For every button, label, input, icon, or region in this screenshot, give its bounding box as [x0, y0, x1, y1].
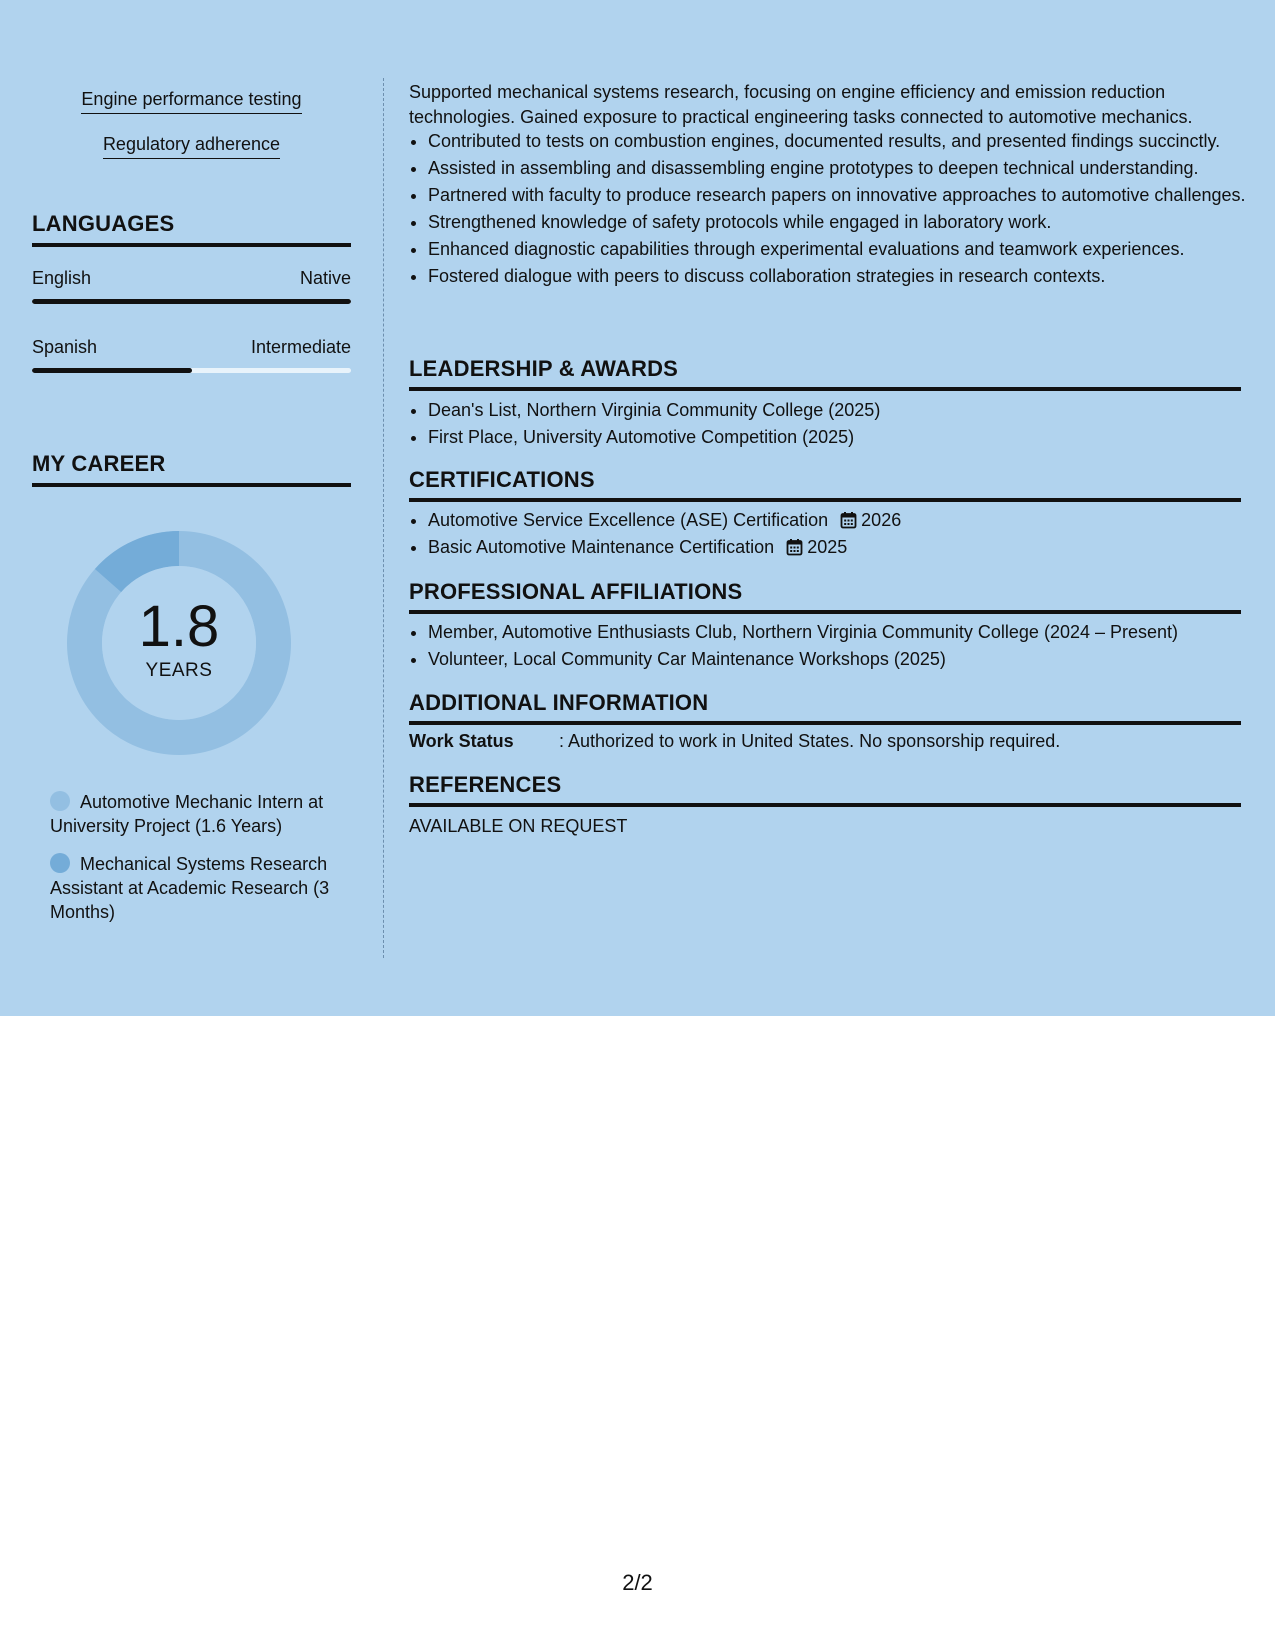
- references-heading: REFERENCES: [409, 772, 1241, 807]
- skill-item: [32, 133, 351, 155]
- skill-item: [32, 88, 351, 110]
- experience-bullets: [409, 129, 1260, 291]
- career-unit-label: YEARS: [145, 660, 213, 681]
- career-legend-item: [50, 852, 340, 924]
- work-status-value: : Authorized to work in United States. No sponsorship required.: [559, 731, 1061, 751]
- experience-bullet: • Enhanced diagnostic capabilities through experimental evaluations and teamwork experiences.: [428, 237, 1260, 261]
- certifications-heading: CERTIFICATIONS: [409, 467, 1241, 502]
- experience-bullet: • Contributed to tests on combustion engines, documented results, and presented findings succinctly.: [428, 129, 1260, 153]
- certification-year: 2025: [807, 537, 848, 557]
- work-status-row: [409, 731, 1241, 752]
- column-divider: [383, 78, 384, 958]
- legend-dot: [50, 853, 70, 873]
- language-name: Spanish: [32, 337, 98, 357]
- references-text: AVAILABLE ON REQUEST: [409, 816, 628, 836]
- work-status-label: Work Status: [409, 731, 514, 751]
- career-legend-label: Automotive Mechanic Intern at University Project (1.6 Years): [50, 792, 324, 836]
- leadership-list: [409, 398, 1260, 452]
- calendar-icon: [840, 511, 857, 529]
- language-level: Intermediate: [250, 337, 351, 357]
- career-total-years: 1.8: [138, 594, 220, 659]
- language-bar-fill: [32, 299, 351, 304]
- career-donut-center: [66, 530, 292, 756]
- affiliations-heading: PROFESSIONAL AFFILIATIONS: [409, 579, 1241, 614]
- career-legend-item: [50, 790, 340, 838]
- career-donut-chart: [66, 530, 292, 756]
- leadership-heading: LEADERSHIP & AWARDS: [409, 356, 1241, 391]
- legend-dot: [50, 791, 70, 811]
- leadership-item: • Dean's List, Northern Virginia Community College (2025): [428, 398, 1260, 422]
- certification-year: 2026: [861, 510, 902, 530]
- language-bar: [32, 368, 351, 373]
- language-row: [32, 337, 351, 358]
- experience-bullet: • Assisted in assembling and disassembling engine prototypes to deepen technical understanding.: [428, 156, 1260, 180]
- certifications-list: [409, 508, 1260, 562]
- language-bar: [32, 299, 351, 304]
- affiliation-item: • Volunteer, Local Community Car Maintenance Workshops (2025): [428, 647, 1260, 671]
- affiliations-list: [409, 620, 1260, 674]
- skill-label: Regulatory adherence: [103, 134, 280, 159]
- certification-name: Automotive Service Excellence (ASE) Certification: [428, 510, 829, 530]
- experience-bullet: • Partnered with faculty to produce research papers on innovative approaches to automotive challenges.: [428, 183, 1260, 207]
- skill-label: Engine performance testing: [81, 89, 301, 114]
- career-heading: MY CAREER: [32, 451, 351, 487]
- experience-bullet: • Strengthened knowledge of safety protocols while engaged in laboratory work.: [428, 210, 1260, 234]
- experience-summary: Supported mechanical systems research, focusing on engine efficiency and emission reduction technologies. Gained exposure to practical engineering tasks connected to automotive mechanics.: [409, 82, 1193, 127]
- certification-item: [428, 508, 1260, 532]
- additional-info-heading: ADDITIONAL INFORMATION: [409, 690, 1241, 725]
- language-row: [32, 268, 351, 289]
- language-bar-fill: [32, 368, 192, 373]
- calendar-icon: [786, 538, 803, 556]
- experience-bullet: • Fostered dialogue with peers to discuss collaboration strategies in research contexts.: [428, 264, 1260, 288]
- career-legend-label: Mechanical Systems Research Assistant at Academic Research (3 Months): [50, 854, 330, 922]
- certification-item: [428, 535, 1260, 559]
- affiliation-item: • Member, Automotive Enthusiasts Club, Northern Virginia Community College (2024 – Present): [428, 620, 1260, 644]
- language-level: Native: [299, 268, 351, 288]
- page-number: 2/2: [622, 1570, 653, 1595]
- certification-name: Basic Automotive Maintenance Certification: [428, 537, 775, 557]
- languages-heading: LANGUAGES: [32, 211, 351, 247]
- language-name: English: [32, 268, 92, 288]
- leadership-item: • First Place, University Automotive Competition (2025): [428, 425, 1260, 449]
